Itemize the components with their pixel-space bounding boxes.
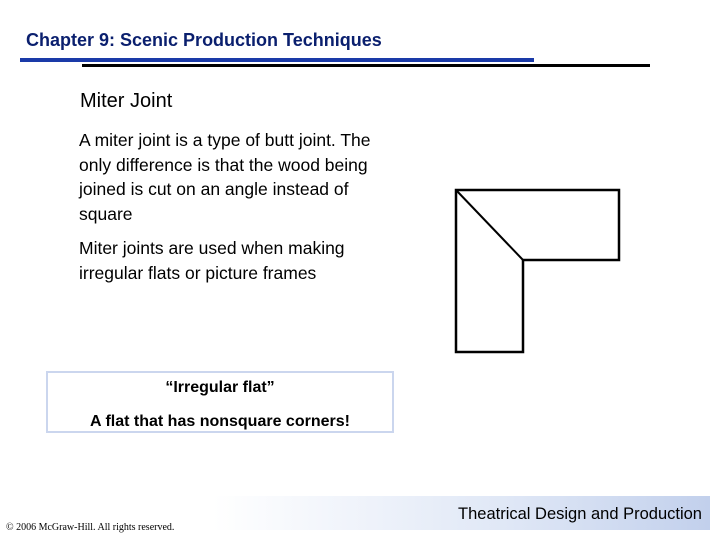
body-paragraph-usage: Miter joints are used when making irregular flats or picture frames <box>79 238 345 283</box>
callout-title: “Irregular flat” <box>165 379 275 396</box>
chapter-header: Chapter 9: Scenic Production Techniques <box>26 30 382 50</box>
header-rule-blue <box>20 58 534 62</box>
slide-title: Miter Joint <box>80 90 173 112</box>
header-rule-black <box>82 64 650 67</box>
footer-copyright: © 2006 McGraw-Hill. All rights reserved. <box>6 522 175 533</box>
miter-joint-diagram <box>450 184 630 360</box>
footer-book-title: Theatrical Design and Production <box>458 505 702 523</box>
body-paragraph-definition: A miter joint is a type of butt joint. The only difference is that the wood being joined is cut on an angle instead of square <box>79 130 371 224</box>
callout-body: A flat that has nonsquare corners! <box>90 413 350 430</box>
irregular-flat-callout <box>46 371 394 433</box>
